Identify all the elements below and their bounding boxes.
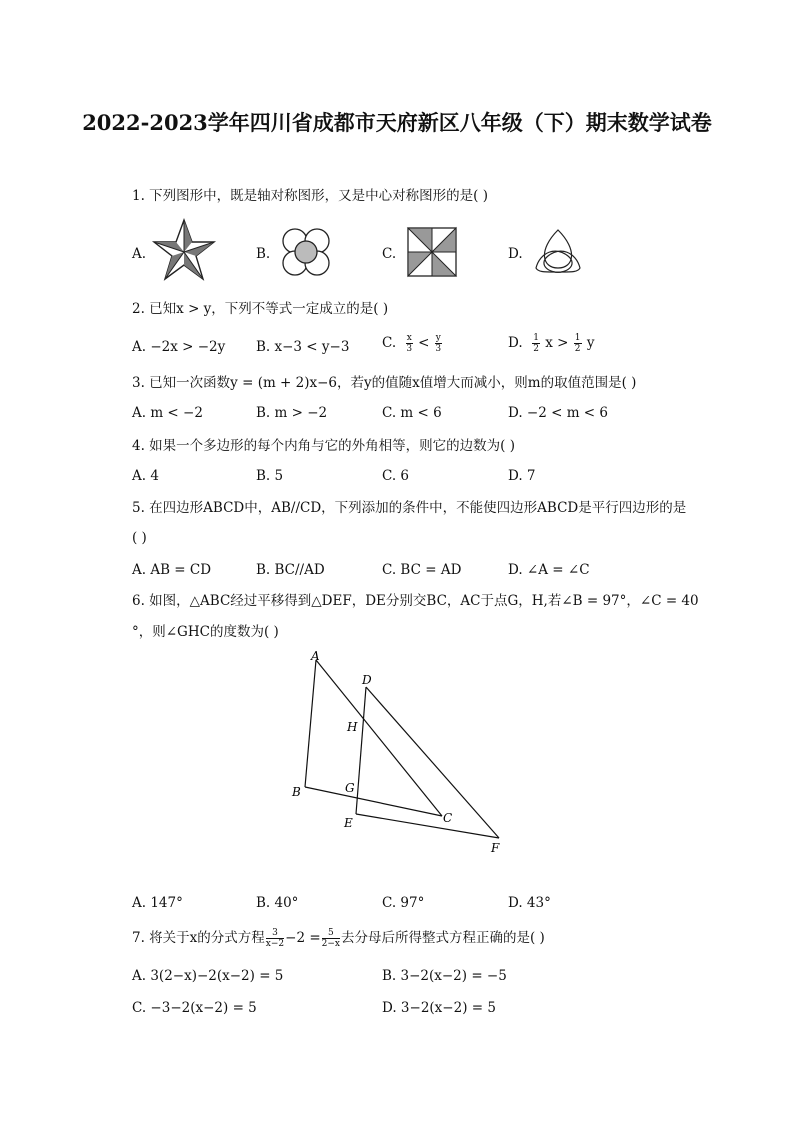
q3-option-a: A. m < −2 — [132, 405, 203, 421]
q2-option-d — [508, 333, 594, 354]
denominator: 3 — [406, 344, 413, 354]
q7-stem-part-a: 7. 将关于x的分式方程 — [132, 930, 265, 946]
q5-option-d: D. ∠A = ∠C — [508, 562, 590, 578]
q3-option-d: D. −2 < m < 6 — [508, 405, 609, 421]
point-label-h: H — [347, 720, 358, 734]
numerator: y — [435, 333, 441, 343]
q4-option-c: C. 6 — [382, 468, 410, 484]
fraction — [574, 333, 582, 354]
q6-triangle-diagram — [280, 644, 520, 860]
q2-option-d-label: D. — [508, 335, 523, 351]
q6-option-b: B. 40° — [256, 895, 299, 911]
question-1-stem: 1. 下列图形中，既是轴对称图形，又是中心对称图形的是( ) — [132, 188, 488, 204]
q5-option-a: A. AB = CD — [132, 562, 212, 578]
q7-option-b: B. 3−2(x−2) = −5 — [382, 968, 507, 984]
numerator: 5 — [322, 928, 340, 939]
q3-option-b: B. m > −2 — [256, 405, 328, 421]
question-7-stem — [132, 928, 545, 949]
numerator: x — [406, 333, 412, 343]
q7-stem-part-b: 去分母后所得整式方程正确的是( ) — [341, 930, 545, 946]
q1-trefoil-figure — [530, 222, 586, 278]
question-3-stem: 3. 已知一次函数y = (m + 2)x−6，若y的值随x值增大而减小，则m的取值范围是( ) — [132, 375, 637, 391]
q2-option-c — [382, 333, 443, 354]
q1-option-b-label: B. — [256, 246, 271, 262]
fraction — [406, 333, 413, 354]
q7-stem-mid: −2 = — [285, 930, 321, 946]
q2-option-a: A. −2x > −2y — [132, 339, 226, 355]
q1-pinwheel-figure — [404, 222, 460, 280]
q4-option-d: D. 7 — [508, 468, 536, 484]
variable: y — [586, 335, 595, 351]
numerator: 1 — [574, 333, 581, 343]
denominator: x−2 — [265, 939, 285, 949]
q3-option-c: C. m < 6 — [382, 405, 442, 421]
q7-option-d: D. 3−2(x−2) = 5 — [382, 1000, 496, 1016]
q4-option-a: A. 4 — [132, 468, 159, 484]
q7-option-a: A. 3(2−x)−2(x−2) = 5 — [132, 968, 284, 984]
denominator: 3 — [435, 344, 442, 354]
q1-option-c-label: C. — [382, 246, 397, 262]
point-label-d: D — [362, 673, 372, 687]
q6-option-a: A. 147° — [132, 895, 183, 911]
operator: x > — [545, 335, 569, 351]
point-label-c: C — [443, 811, 453, 825]
fraction — [532, 333, 540, 354]
q4-option-b: B. 5 — [256, 468, 284, 484]
q2-option-c-label: C. — [382, 335, 397, 351]
q2-option-b: B. x−3 < y−3 — [256, 339, 350, 355]
question-6-stem: 6. 如图，△ABC经过平移得到△DEF，DE分别交BC，AC于点G，H,若∠B = 97°，∠C = 40 — [132, 593, 699, 609]
q1-star-figure — [150, 216, 218, 284]
q1-option-d-label: D. — [508, 246, 523, 262]
question-2-stem: 2. 已知x > y，下列不等式一定成立的是( ) — [132, 301, 389, 317]
fraction — [322, 928, 340, 949]
fraction — [266, 928, 284, 949]
question-4-stem: 4. 如果一个多边形的每个内角与它的外角相等，则它的边数为( ) — [132, 438, 515, 454]
q1-option-a-label: A. — [132, 246, 147, 262]
operator: < — [418, 335, 430, 351]
point-label-g: G — [345, 781, 355, 795]
point-label-e: E — [344, 816, 353, 830]
question-5-stem-cont: ( ) — [132, 530, 147, 546]
question-5-stem: 5. 在四边形ABCD中，AB//CD，下列添加的条件中，不能使四边形ABCD是平行四边形的是 — [132, 500, 687, 516]
numerator: 3 — [266, 928, 284, 939]
numerator: 1 — [533, 333, 539, 343]
q5-option-b: B. BC//AD — [256, 562, 325, 578]
point-label-f: F — [491, 841, 500, 855]
point-label-b: B — [292, 785, 301, 799]
question-6-stem-cont: °，则∠GHC的度数为( ) — [132, 624, 279, 640]
q6-option-d: D. 43° — [508, 895, 551, 911]
q6-option-c: C. 97° — [382, 895, 425, 911]
q5-option-c: C. BC = AD — [382, 562, 462, 578]
denominator: 2 — [574, 344, 581, 354]
denominator: 2 — [533, 344, 539, 354]
page-title: 2022-2023学年四川省成都市天府新区八年级（下）期末数学试卷 — [82, 110, 712, 135]
q1-flower-figure — [278, 224, 334, 280]
fraction — [435, 333, 442, 354]
q7-option-c: C. −3−2(x−2) = 5 — [132, 1000, 257, 1016]
denominator: 2−x — [321, 939, 340, 949]
point-label-a: A — [311, 649, 320, 663]
